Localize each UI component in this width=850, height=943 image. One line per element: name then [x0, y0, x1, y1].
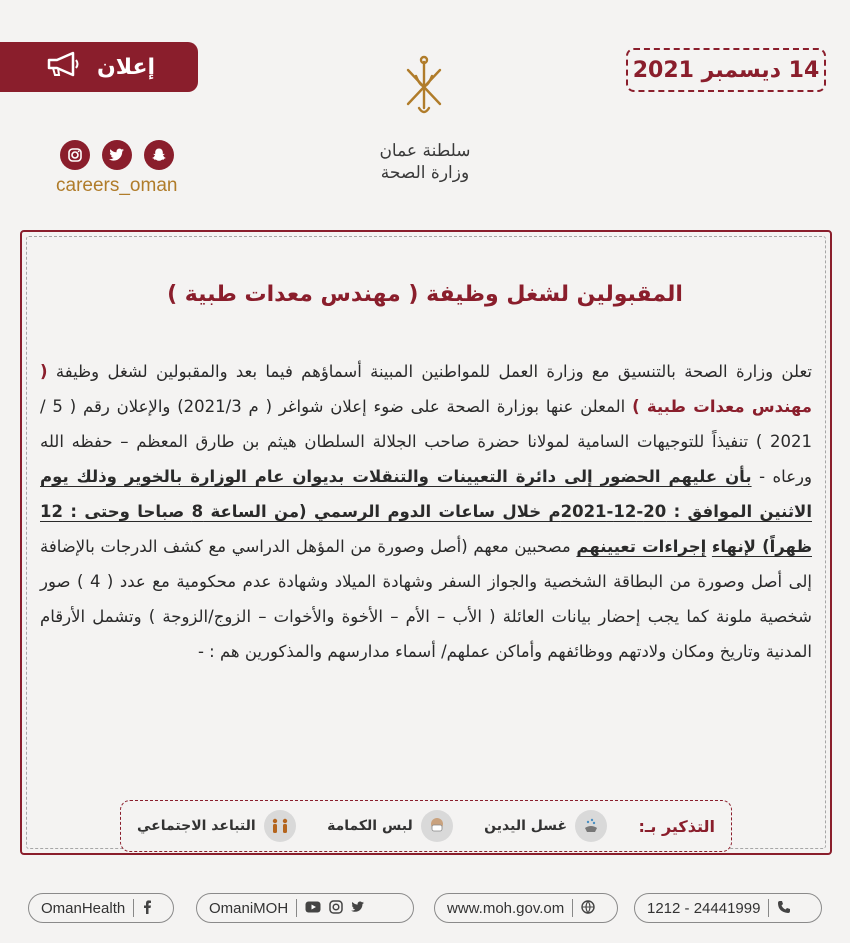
- page-title: المقبولين لشغل وظيفة ( مهندس معدات طبية ): [167, 282, 683, 307]
- body-text-1: تعلن وزارة الصحة بالتنسيق مع وزارة العمل للمواطنين المبينة أسماؤهم فيما بعد والمقبولين لشغل وظيفة: [47, 362, 812, 381]
- megaphone-icon: [43, 50, 83, 84]
- instagram-icon[interactable]: [60, 140, 90, 170]
- date-text: 14 ديسمبر 2021: [632, 57, 820, 83]
- logo-line-1: سلطنة عمان: [379, 141, 471, 161]
- date-badge: [626, 48, 826, 92]
- logo-line-2: وزارة الصحة: [380, 163, 470, 183]
- mask-icon: [421, 810, 453, 842]
- careers-handle[interactable]: careers_oman: [56, 175, 178, 196]
- facebook-pill[interactable]: [28, 893, 174, 923]
- divider: [133, 899, 134, 917]
- announcement-label: إعلان: [96, 54, 156, 80]
- announcement-body: [40, 354, 812, 669]
- reminder-item-handwash: [484, 810, 607, 842]
- divider: [572, 899, 573, 917]
- reminder-item-distancing: [137, 810, 296, 842]
- reminder-label-handwash: غسل اليدين: [484, 818, 568, 834]
- reminder-title: التذكير بـ:: [638, 816, 715, 836]
- footer-website: www.moh.gov.om: [447, 899, 565, 917]
- footer-health-handle: OmanHealth: [41, 899, 126, 917]
- appointment-procedures: إجراءات تعيينهم: [576, 537, 707, 556]
- job-title: ( مهندس معدات طبية ): [40, 362, 813, 416]
- twitter-icon[interactable]: [102, 140, 132, 170]
- twitter-icon: [351, 900, 365, 916]
- handwash-icon: [575, 810, 607, 842]
- phone-pill[interactable]: [634, 893, 822, 923]
- globe-icon: [581, 900, 595, 917]
- divider: [296, 899, 297, 917]
- youtube-icon: [305, 900, 321, 916]
- reminder-label-distancing: التباعد الاجتماعي: [137, 818, 256, 834]
- footer-phone: 1212 - 24441999: [647, 899, 761, 917]
- reminder-item-mask: [327, 810, 453, 842]
- divider: [768, 899, 769, 917]
- social-links: [60, 140, 174, 170]
- reminder-label-mask: لبس الكمامة: [327, 818, 413, 834]
- announcement-tag: [0, 42, 198, 92]
- website-pill[interactable]: [434, 893, 618, 923]
- social-distance-icon: [264, 810, 296, 842]
- facebook-icon: [142, 900, 152, 917]
- attendance-instruction: بأن عليهم الحضور إلى دائرة التعيينات والتنقلات بديوان عام الوزارة بالخوير وذلك يوم الاثنين الموافق : 20-12-2021م خلال ساعات الدوم الرسمي (من الساعة 8 صباحا وحتى : 12 ظهراً) لإنهاء: [40, 467, 812, 556]
- reminder-bar: [120, 800, 732, 852]
- ministry-name: [350, 140, 500, 184]
- moh-social-pill[interactable]: [196, 893, 414, 923]
- instagram-icon: [329, 900, 343, 917]
- snapchat-icon[interactable]: [144, 140, 174, 170]
- footer-moh-handle: OmaniMOH: [209, 899, 289, 917]
- body-text-3: مصحبين معهم (أصل وصورة من المؤهل الدراسي مع كشف الدرجات بالإضافة إلى أصل وصورة من البطاقة الشخصية والجواز السفر وشهادة الميلاد وشهادة عدم محكومية مع عدد ( 4 ) صور شخصية ملونة كما يجب إحضار بيانات العائلة ( الأب – الأم – الأخوة والأخوات – الزوج/الزوجة ) وتشمل الأرقام المدنية وتاريخ ومكان ولادتهم ووظائفهم وأماكن عملهم/ أسماء مدارسهم والمذكورين هم : -: [40, 537, 812, 661]
- phone-icon: [777, 900, 791, 917]
- body-text-2: المعلن عنها بوزارة الصحة على ضوء إعلان شواغر ( م 2021/3) والإعلان رقم ( 5 / 2021 ) تنفيذاً للتوجيهات السامية لمولانا حضرة صاحب الجلالة السلطان هيثم بن طارق المعظم – حفظه الله ورعاه -: [40, 397, 812, 486]
